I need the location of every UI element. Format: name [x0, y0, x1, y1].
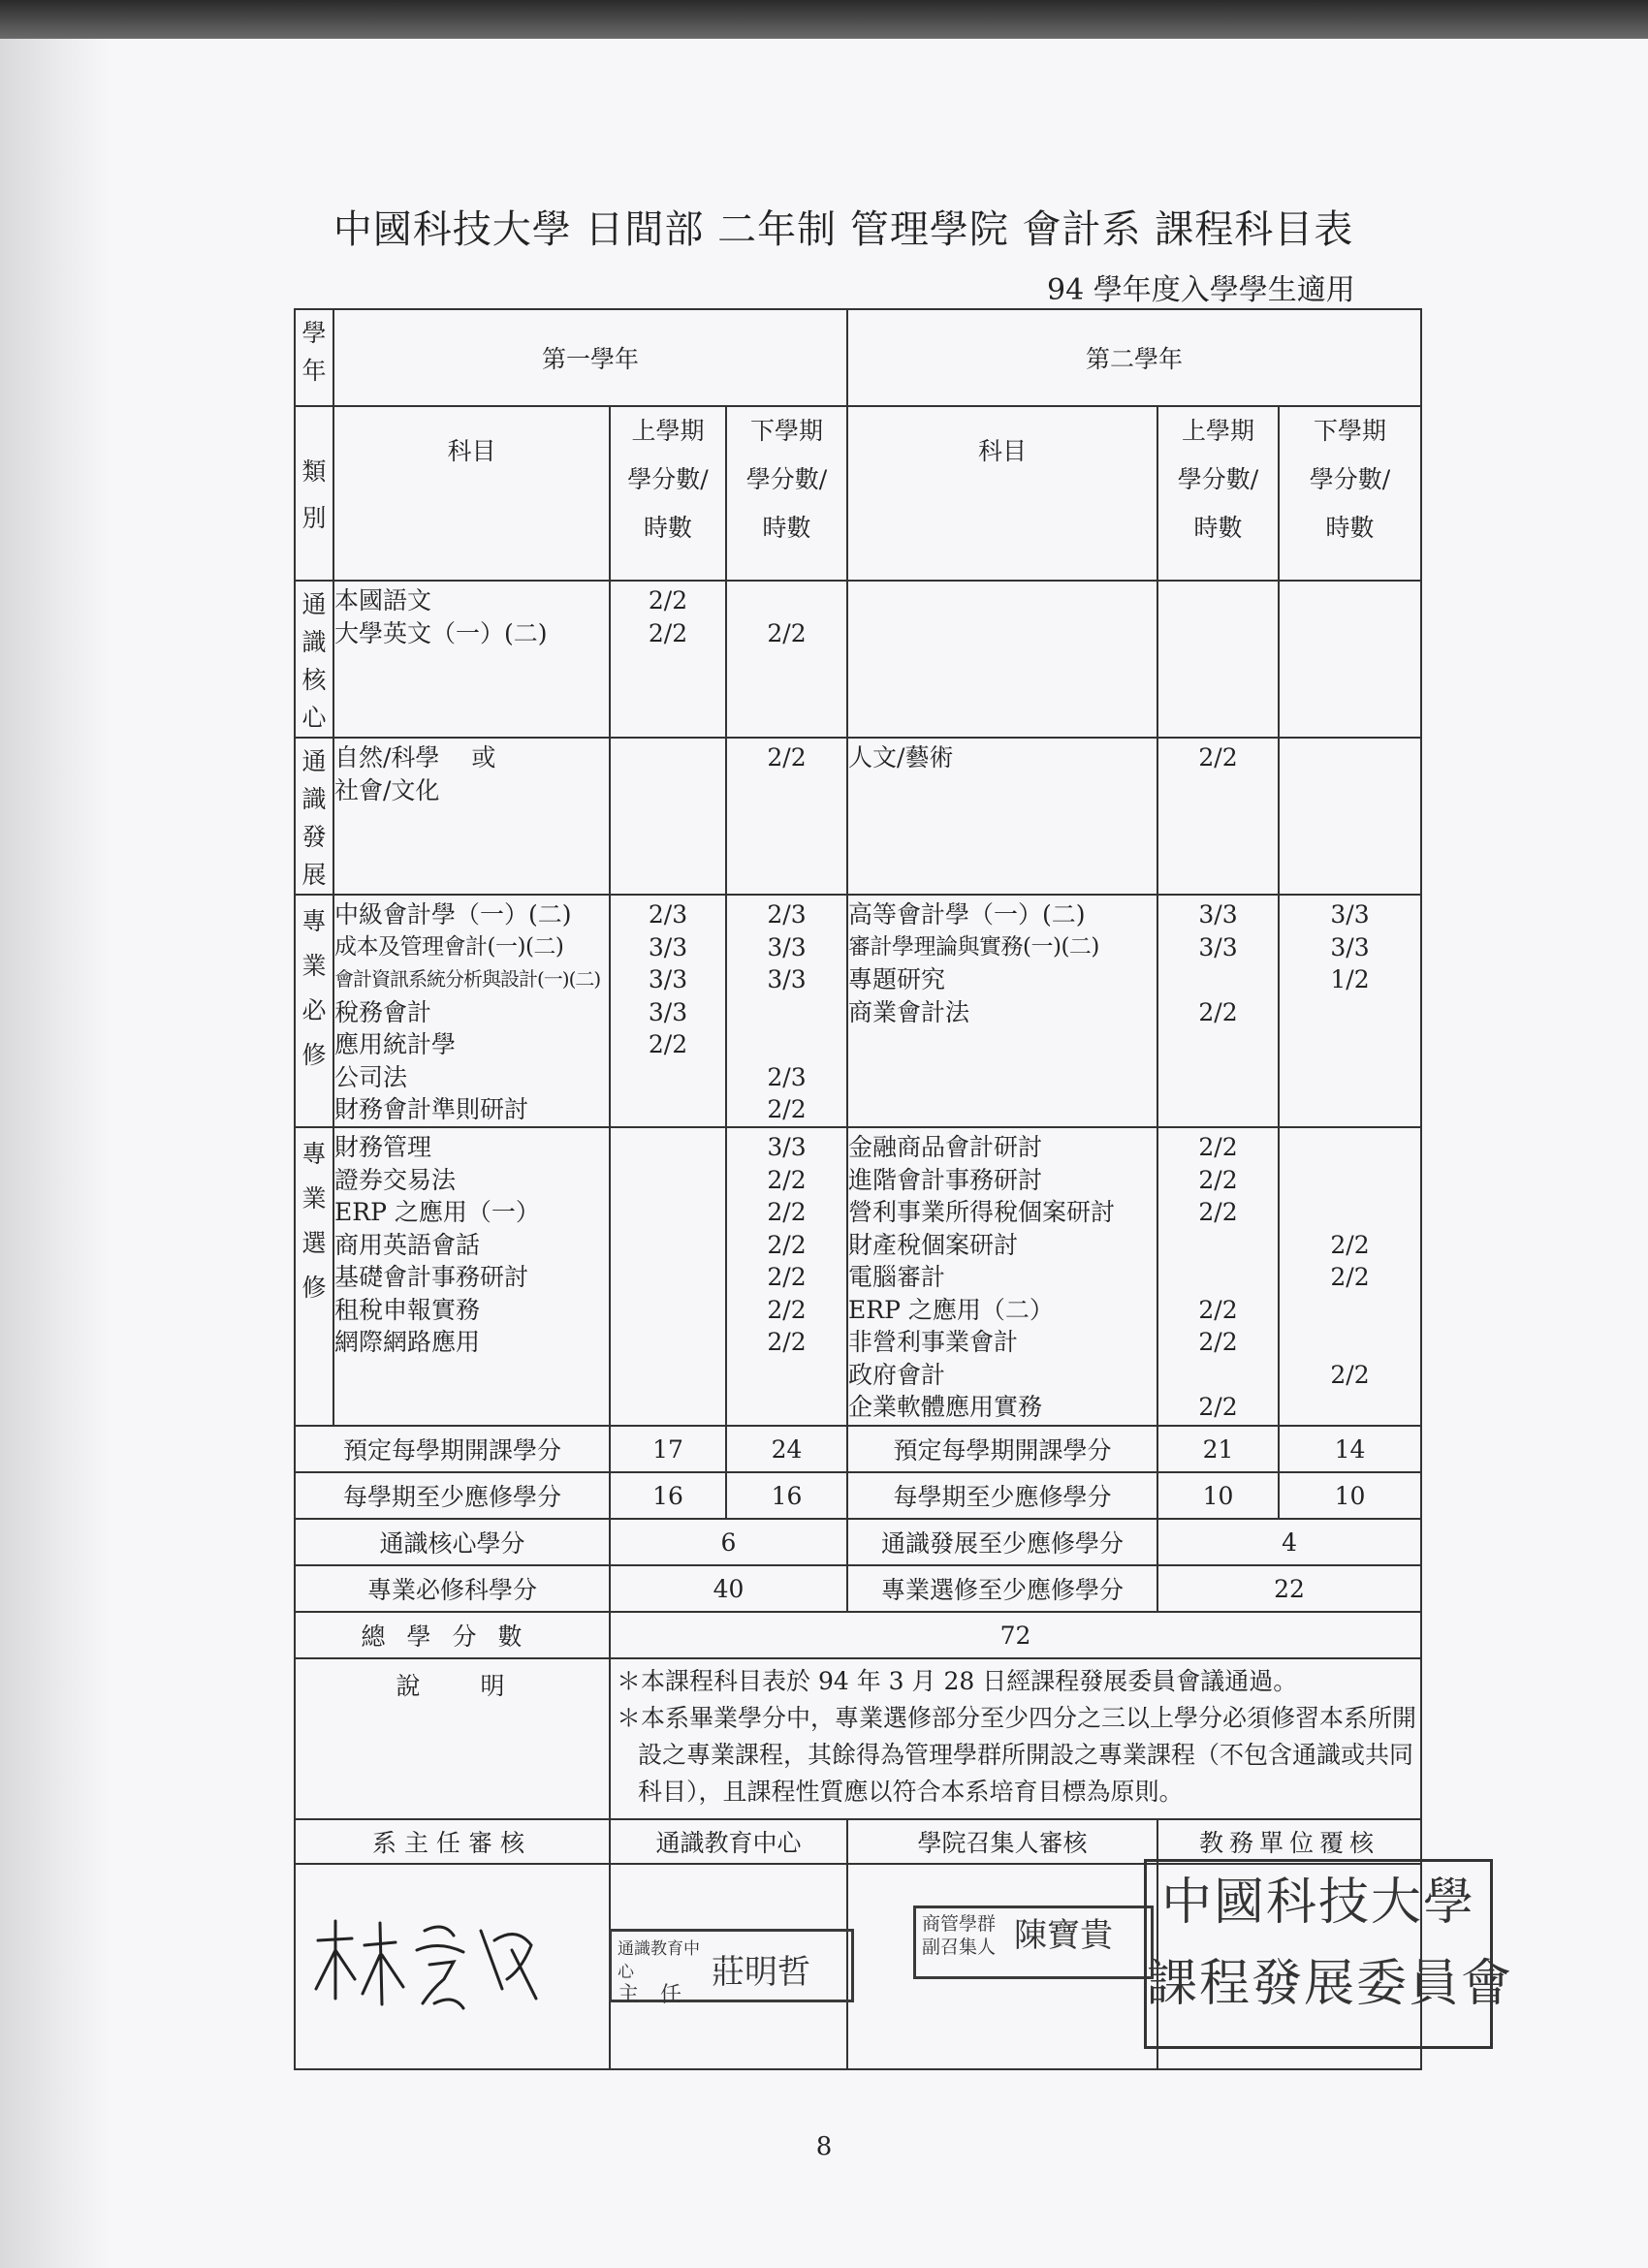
y1-lower: [726, 895, 847, 1127]
category-label-cell: [295, 406, 333, 581]
y1-course: [333, 895, 610, 1127]
y2-lower-line: [1280, 1131, 1420, 1164]
book-binding-shadow: [0, 39, 109, 2268]
section-row: [295, 581, 1421, 738]
y1-upper: [610, 1127, 726, 1426]
core-credits-label: 通識核心學分: [295, 1519, 610, 1565]
y2-course: [847, 895, 1157, 1127]
y1-course-line: 租稅申報實務: [334, 1295, 481, 1324]
y2-upper: [1157, 1127, 1279, 1426]
y1-upper-line: [611, 1229, 725, 1262]
y1-course-line: 財務管理: [334, 1133, 432, 1161]
planned-y1-upper: 17: [610, 1426, 726, 1472]
upper-header-y1: [610, 406, 726, 581]
y1-course-line: 財務會計準則研討: [334, 1095, 529, 1123]
dev-credits-label: 通識發展至少應修學分: [847, 1519, 1157, 1565]
min-credits-label: 每學期至少應修學分: [295, 1472, 610, 1519]
y1-lower-line: 3/3: [767, 932, 807, 961]
lower-header-line: 學分數/: [745, 465, 828, 493]
y1-course: [333, 581, 610, 738]
y2-course-line: 高等會計學（一）(二): [848, 900, 1086, 929]
y1-upper-line: [611, 1294, 725, 1327]
y1-upper-line: 2/2: [648, 586, 688, 614]
y2-course-line: 審計學理論與實務(一)(二): [848, 933, 1099, 960]
y2-course-line: 進階會計事務研討: [848, 1165, 1043, 1194]
y1-course-line: 證券交易法: [334, 1165, 457, 1194]
section-row: [295, 895, 1421, 1127]
y1-lower: [726, 738, 847, 895]
y1-lower-line: 2/3: [767, 1062, 807, 1091]
upper-header-line: 上學期: [1182, 417, 1255, 445]
y2-upper-line: [1158, 963, 1278, 996]
section-name: 通識發展: [295, 738, 333, 895]
y1-upper-line: 2/2: [648, 1030, 688, 1058]
y2-lower-line: [1280, 1164, 1420, 1197]
lower-header-y1: [726, 406, 847, 581]
y2-lower-line: [1280, 1196, 1420, 1229]
y1-upper-line: [611, 741, 725, 774]
stamp-gen-ed-line: 主 任: [618, 1983, 682, 2007]
min-y2-lower: 10: [1279, 1472, 1421, 1519]
total-credits-value: 72: [610, 1612, 1421, 1658]
min-y1-upper: 16: [610, 1472, 726, 1519]
y1-course: [333, 1127, 610, 1426]
y1-upper-line: [611, 1261, 725, 1294]
year2-header: 第二學年: [847, 309, 1421, 406]
y1-upper-line: [611, 1196, 725, 1229]
upper-header-line: 上學期: [631, 417, 705, 445]
y1-upper-line: [611, 1131, 725, 1164]
y1-upper-line: 3/3: [648, 997, 688, 1026]
subject-header-y2: 科目: [847, 406, 1157, 581]
upper-header-y2: [1157, 406, 1279, 581]
upper-header-line: 學分數/: [627, 465, 709, 493]
y1-course-line: 大學英文（一）(二): [334, 618, 548, 647]
y2-course-line: 電腦審計: [848, 1263, 946, 1291]
y1-lower-line: 2/2: [767, 1263, 807, 1291]
y1-upper-line: 3/3: [648, 932, 688, 961]
y2-upper-line: [1158, 1229, 1278, 1262]
y1-lower-line: 2/2: [767, 743, 807, 772]
y1-upper-line: [611, 1093, 725, 1126]
min-credits-label-y2: 每學期至少應修學分: [847, 1472, 1157, 1519]
y2-upper: [1157, 581, 1279, 738]
stamp-college-line: 商管學群: [922, 1913, 997, 1935]
y2-course-line: 人文/藝術: [848, 743, 954, 772]
approval-label-college: 學院召集人審核: [847, 1819, 1157, 1864]
y2-lower: [1279, 895, 1421, 1127]
y2-lower-line: 2/2: [1330, 1263, 1370, 1291]
planned-credits-label: 預定每學期開課學分: [295, 1426, 610, 1472]
planned-y2-lower: 14: [1279, 1426, 1421, 1472]
y2-lower: [1279, 581, 1421, 738]
y2-course-line: 非營利事業會計: [848, 1328, 1019, 1356]
stamp-curriculum-committee: [1144, 1859, 1514, 2049]
y2-course-line: 營利事業所得稅個案研討: [848, 1198, 1116, 1226]
lower-header-y2: [1279, 406, 1421, 581]
y2-upper-line: 3/3: [1198, 900, 1238, 929]
stamp-college: [913, 1906, 1154, 1979]
y1-lower-line: 2/2: [767, 1295, 807, 1324]
y1-upper: [610, 738, 726, 895]
lower-header-line: 下學期: [750, 417, 824, 445]
curriculum-table: [294, 308, 1422, 2070]
y2-course-line: 金融商品會計研討: [848, 1133, 1043, 1161]
y2-lower-line: 2/2: [1330, 1230, 1370, 1259]
y2-lower-line: [1280, 1294, 1420, 1327]
y2-upper-line: 2/2: [1198, 1198, 1238, 1226]
y1-course-line: 會計資訊系統分析與設計(一)(二): [334, 967, 601, 991]
y1-course-line: 社會/文化: [334, 775, 440, 804]
section-name: 專業必修: [295, 895, 333, 1127]
y2-upper-line: [1158, 1359, 1278, 1392]
year-label-cell: [295, 309, 333, 406]
y1-lower-line: 3/3: [767, 965, 807, 993]
planned-credits-label-y2: 預定每學期開課學分: [847, 1426, 1157, 1472]
y1-upper: [610, 581, 726, 738]
y1-lower-line: [727, 584, 846, 617]
section-name: 通識核心: [295, 581, 333, 738]
core-credits-value: 6: [610, 1519, 847, 1565]
y2-upper-line: 2/2: [1198, 1165, 1238, 1194]
y1-lower-line: 3/3: [767, 1133, 807, 1161]
y1-upper-line: [611, 1326, 725, 1359]
page-number: 8: [815, 2132, 833, 2161]
y2-upper-line: 2/2: [1198, 743, 1238, 772]
y2-lower-line: 2/2: [1330, 1360, 1370, 1389]
section-row: [295, 738, 1421, 895]
y2-course-line: 政府會計: [848, 1360, 946, 1389]
lower-header-line: 時數: [762, 514, 811, 542]
planned-y1-lower: 24: [726, 1426, 847, 1472]
subject-header-y1: 科目: [333, 406, 610, 581]
stamp-gen-ed-name: 莊明哲: [712, 1953, 810, 1992]
min-y1-lower: 16: [726, 1472, 847, 1519]
stamp-committee-line: 課程發展委員會: [1147, 1955, 1514, 2013]
y1-lower-line: 2/3: [767, 900, 807, 929]
y1-upper-line: 2/2: [648, 618, 688, 647]
y1-lower-line: 2/2: [767, 1165, 807, 1194]
approval-label-academic: 教務單位覆核: [1157, 1819, 1421, 1864]
y2-lower-line: [1280, 741, 1420, 774]
y1-upper-line: [611, 1061, 725, 1094]
y1-upper-line: 2/3: [648, 900, 688, 929]
y1-lower-line: 2/2: [767, 1198, 807, 1226]
y2-course-line: 企業軟體應用實務: [848, 1393, 1043, 1421]
y2-course: [847, 1127, 1157, 1426]
y2-upper-line: 2/2: [1198, 1133, 1238, 1161]
y1-upper: [610, 895, 726, 1127]
note-1: ＊本課程科目表於 94 年 3 月 28 日經課程發展委員會議通過。: [617, 1667, 1298, 1695]
y2-upper-line: 2/2: [1198, 1328, 1238, 1356]
stamp-gen-ed: [609, 1929, 854, 2007]
scanner-top-edge: [0, 0, 1648, 39]
y2-upper-line: 2/2: [1198, 1393, 1238, 1421]
section-row: [295, 1127, 1421, 1426]
y2-course-line: 商業會計法: [848, 997, 970, 1026]
y1-upper-line: 3/3: [648, 965, 688, 993]
y2-lower-line: [1280, 1326, 1420, 1359]
y1-course-line: 商用英語會話: [334, 1230, 481, 1259]
y2-course: [847, 581, 1157, 738]
y2-course-line: 專題研究: [848, 965, 946, 993]
y2-lower-line: [1280, 1391, 1420, 1424]
y1-course-line: ERP 之應用（一）: [334, 1198, 540, 1226]
document-subtitle: 94 學年度入學學生適用: [1047, 273, 1355, 307]
upper-header-line: 學分數/: [1177, 465, 1259, 493]
stamp-committee-line: 中國科技大學: [1160, 1874, 1475, 1932]
y2-upper-line: 3/3: [1198, 932, 1238, 961]
stamp-gen-ed-line: 通識教育中心: [618, 1939, 700, 1982]
stamp-college-name: 陳寶貴: [1014, 1916, 1113, 1955]
y1-course: [333, 738, 610, 895]
y1-course-line: 中級會計學（一）(二): [334, 900, 572, 929]
elective-credits-label: 專業選修至少應修學分: [847, 1565, 1157, 1612]
lower-header-line: 學分數/: [1309, 465, 1391, 493]
upper-header-line: 時數: [1193, 514, 1243, 542]
y1-course-line: 應用統計學: [334, 1030, 457, 1058]
approval-label-gen-ed: 通識教育中心: [610, 1819, 847, 1864]
y1-lower-line: 2/2: [767, 1095, 807, 1123]
y2-lower-line: 3/3: [1330, 900, 1370, 929]
y2-upper: [1157, 738, 1279, 895]
y2-upper-line: 2/2: [1198, 1295, 1238, 1324]
y1-lower: [726, 1127, 847, 1426]
y2-lower-line: 3/3: [1330, 932, 1370, 961]
dev-credits-value: 4: [1157, 1519, 1421, 1565]
total-credits-label: 總學分數: [295, 1612, 610, 1658]
y1-course-line: 網際網路應用: [334, 1328, 481, 1356]
y2-lower: [1279, 738, 1421, 895]
planned-y2-upper: 21: [1157, 1426, 1279, 1472]
y1-course-line: 稅務會計: [334, 997, 432, 1026]
lower-header-line: 時數: [1325, 514, 1375, 542]
category-label: 類別: [301, 457, 327, 532]
lower-header-line: 下學期: [1314, 417, 1387, 445]
y2-lower-line: [1280, 996, 1420, 1029]
y1-lower-line: 2/2: [767, 618, 807, 647]
y1-lower: [726, 581, 847, 738]
y1-course-line: 基礎會計事務研討: [334, 1263, 529, 1291]
y2-lower-line: 1/2: [1330, 965, 1370, 993]
y1-lower-line: 2/2: [767, 1230, 807, 1259]
y2-lower: [1279, 1127, 1421, 1426]
notes-cell: [610, 1658, 1421, 1819]
y2-course-line: ERP 之應用（二）: [848, 1295, 1054, 1324]
year1-header: 第一學年: [333, 309, 847, 406]
year-label: 學年: [301, 319, 327, 385]
upper-header-line: 時數: [643, 514, 692, 542]
y2-course-line: 財產稅個案研討: [848, 1230, 1019, 1259]
y1-course-line: 自然/科學 或: [334, 743, 496, 772]
y1-upper-line: [611, 1164, 725, 1197]
y2-upper-line: 2/2: [1198, 997, 1238, 1026]
elective-credits-value: 22: [1157, 1565, 1421, 1612]
y1-lower-line: [727, 1028, 846, 1061]
y2-upper: [1157, 895, 1279, 1127]
y1-lower-line: 2/2: [767, 1328, 807, 1356]
required-credits-label: 專業必修科學分: [295, 1565, 610, 1612]
handwritten-signature: [308, 1911, 541, 2018]
document-title: 中國科技大學 日間部 二年制 管理學院 會計系 課程科目表: [333, 207, 1354, 252]
y1-course-line: 成本及管理會計(一)(二): [334, 933, 564, 960]
approval-label-dept-head: 系主任審核: [295, 1819, 610, 1864]
y1-course-line: 本國語文: [334, 586, 432, 614]
notes-label: 說 明: [295, 1658, 610, 1819]
min-y2-upper: 10: [1157, 1472, 1279, 1519]
required-credits-value: 40: [610, 1565, 847, 1612]
y2-course: [847, 738, 1157, 895]
y1-lower-line: [727, 996, 846, 1029]
stamp-college-line: 副召集人: [922, 1937, 997, 1958]
section-name: 專業選修: [295, 1127, 333, 1426]
y2-upper-line: [1158, 1261, 1278, 1294]
note-2: ＊本系畢業學分中，專業選修部分至少四分之三以上學分必須修習本系所開設之專業課程，其餘得為管理學群所開設之專業課程（不包含通識或共同科目），且課程性質應以符合本系培育目標為原則。: [617, 1704, 1417, 1806]
y1-course-line: 公司法: [334, 1062, 408, 1091]
